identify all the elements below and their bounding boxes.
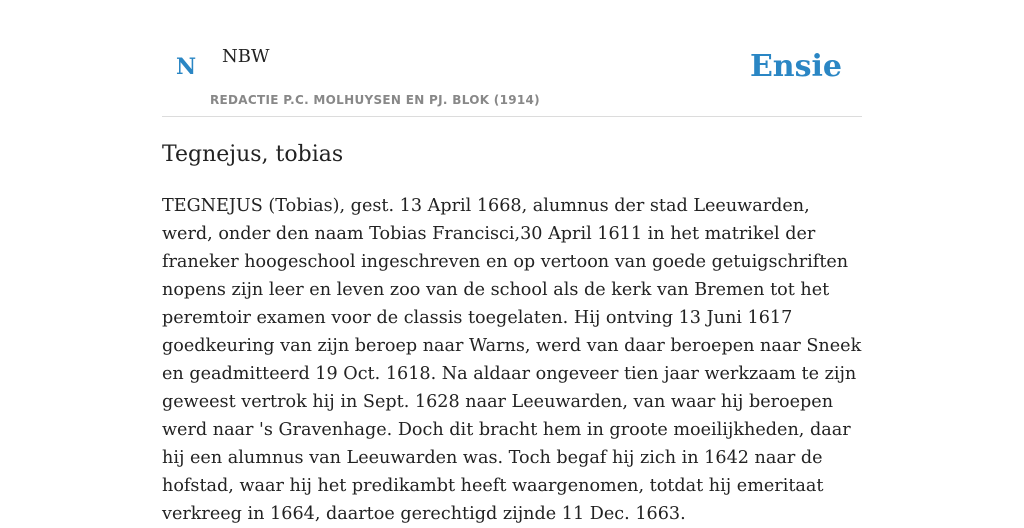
ensie-logo[interactable]: Ensie	[749, 49, 842, 84]
source-logo[interactable]: N	[176, 54, 197, 80]
source-subtitle: REDACTIE P.C. MOLHUYSEN EN PJ. BLOK (1914)	[210, 93, 540, 107]
entry-body: TEGNEJUS (Tobias), gest. 13 April 1668, alumnus der stad Leeuwarden, werd, onder den naam Tobias Francisci,30 April 1611 in het matrikel der franeker hoogeschool ingeschreven en op vertoon van goede getuigschriften nopens zijn leer en leven zoo van de school als de kerk van Bremen tot het peremtoir examen voor de classis toegelaten. Hij ontving 13 Juni 1617 goedkeuring van zijn beroep naar Warns, werd van daar beroepen naar Sneek en geadmitteerd 19 Oct. 1618. Na aldaar ongeveer tien jaar werkzaam te zijn geweest vertrok hij in Sept. 1628 naar Leeuwarden, van waar hij beroepen werd naar 's Gravenhage. Doch dit bracht hem in groote moeilijkheden, daar hij een alumnus van Leeuwarden was. Toch begaf hij zich in 1642 naar de hofstad, waar hij het predikambt heeft waargenomen, totdat hij emeritaat verkreeg in 1664, daartoe gerechtigd zijnde 11 Dec. 1663.	[162, 196, 862, 524]
source-title[interactable]: NBW	[222, 46, 270, 67]
entry-title: Tegnejus, tobias	[162, 142, 344, 167]
page	[162, 0, 862, 524]
source-header	[162, 0, 862, 117]
